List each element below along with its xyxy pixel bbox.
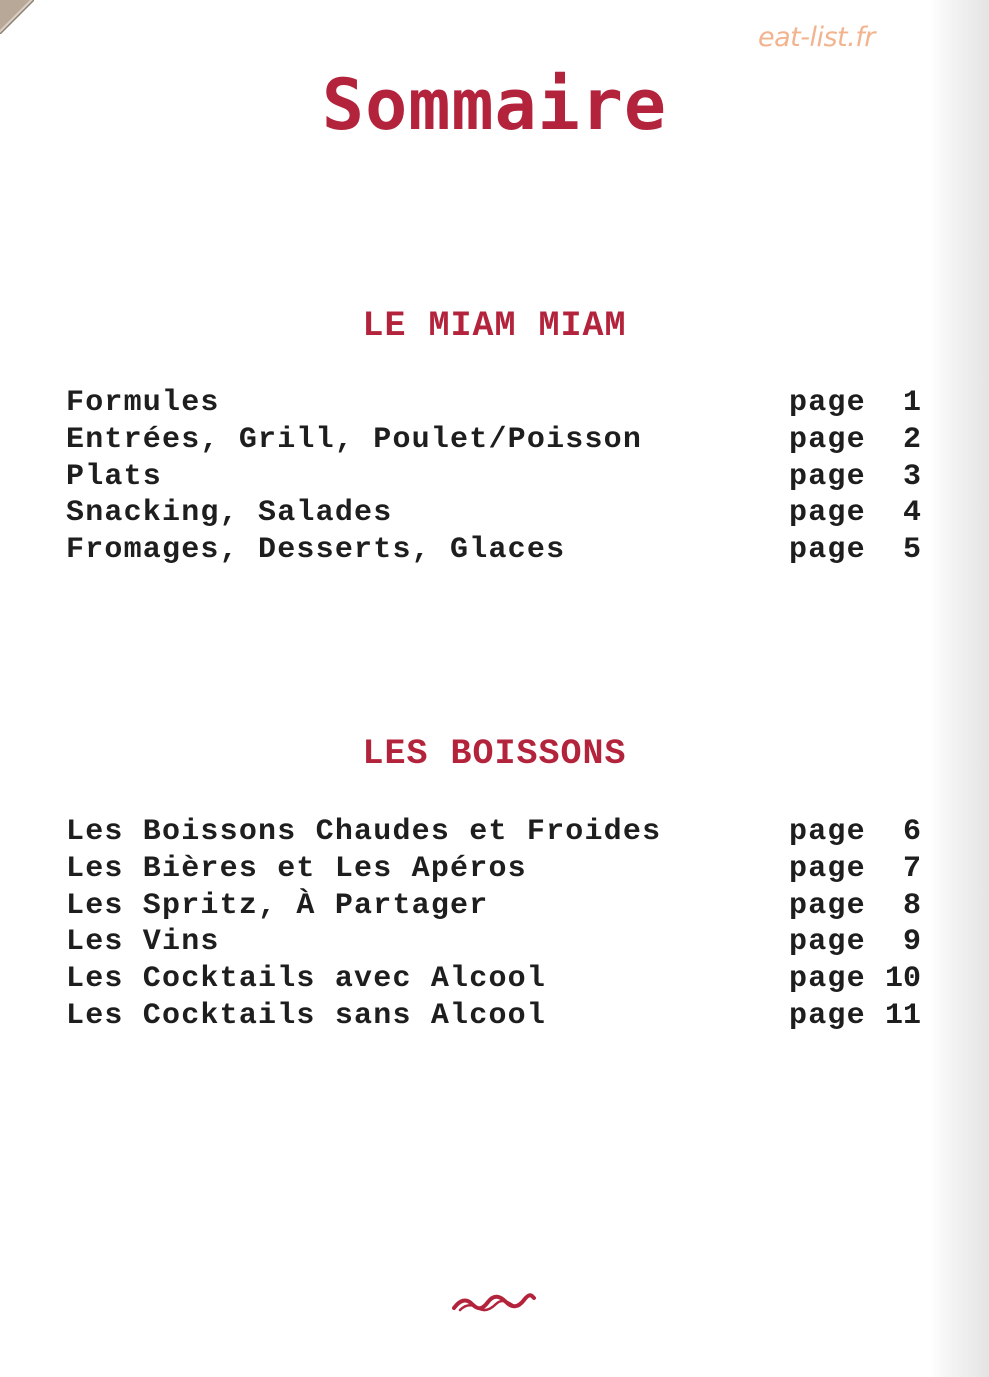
- toc-entry[interactable]: [66, 459, 921, 496]
- toc-entry-label: Les Cocktails sans Alcool: [66, 998, 547, 1033]
- page-number: 3: [902, 459, 921, 494]
- page-corner-icon: [0, 0, 34, 34]
- toc-entry[interactable]: [66, 532, 921, 569]
- page-number: 5: [902, 533, 921, 568]
- toc-entry-page: page 8: [789, 888, 921, 923]
- toc-entry-page: page 9: [789, 925, 921, 960]
- toc-entry-label: Les Bières et Les Apéros: [66, 851, 527, 886]
- toc-entry-label: Entrées, Grill, Poulet/Poisson: [66, 422, 643, 457]
- toc-entry-label: Les Vins: [66, 925, 220, 960]
- watermark: eat-list.fr: [758, 22, 875, 53]
- toc-entry-page: page 7: [789, 851, 921, 886]
- toc-entry[interactable]: [66, 385, 921, 422]
- toc-entry-label: Les Spritz, À Partager: [66, 888, 489, 923]
- toc-entry-page: page 6: [789, 815, 921, 849]
- toc-entry[interactable]: [66, 851, 921, 888]
- toc-entry-page: page 4: [789, 496, 921, 531]
- toc-entry[interactable]: [66, 924, 921, 961]
- toc-entry[interactable]: [66, 495, 921, 532]
- toc-list-miam-miam: [66, 385, 921, 569]
- page-number: 8: [902, 888, 921, 923]
- page-title: Sommaire: [321, 64, 668, 146]
- toc-entry-page: page 2: [789, 422, 921, 457]
- toc-entry[interactable]: [66, 888, 921, 925]
- toc-entry[interactable]: [66, 422, 921, 459]
- toc-entry-label: Plats: [66, 459, 163, 494]
- wave-ornament-icon: [452, 1288, 536, 1316]
- page-number: 1: [902, 386, 921, 420]
- toc-entry[interactable]: [66, 998, 921, 1035]
- toc-entry-label: Les Boissons Chaudes et Froides: [66, 815, 662, 849]
- toc-entry[interactable]: [66, 814, 921, 851]
- page-number: 2: [902, 422, 921, 457]
- toc-entry-page: page 5: [789, 533, 921, 568]
- toc-entry-label: Les Cocktails avec Alcool: [66, 962, 547, 997]
- toc-entry-label: Snacking, Salades: [66, 496, 393, 531]
- section-heading-miam-miam: LE MIAM MIAM: [362, 306, 627, 346]
- page-number: 4: [902, 496, 921, 531]
- toc-entry-page: page 1: [789, 386, 921, 420]
- toc-entry-page: page 3: [789, 459, 921, 494]
- toc-entry[interactable]: [66, 961, 921, 998]
- toc-entry-label: Formules: [66, 386, 220, 420]
- toc-entry-page: page 11: [789, 998, 921, 1033]
- toc-entry-label: Fromages, Desserts, Glaces: [66, 533, 566, 568]
- page-number: 7: [902, 851, 921, 886]
- toc-list-boissons: [66, 814, 921, 1035]
- section-heading-boissons: LES BOISSONS: [362, 734, 627, 774]
- page-number: 9: [902, 925, 921, 960]
- page-number: 11: [884, 998, 921, 1033]
- page-number: 6: [902, 815, 921, 849]
- toc-entry-page: page 10: [789, 962, 921, 997]
- page-number: 10: [884, 962, 921, 997]
